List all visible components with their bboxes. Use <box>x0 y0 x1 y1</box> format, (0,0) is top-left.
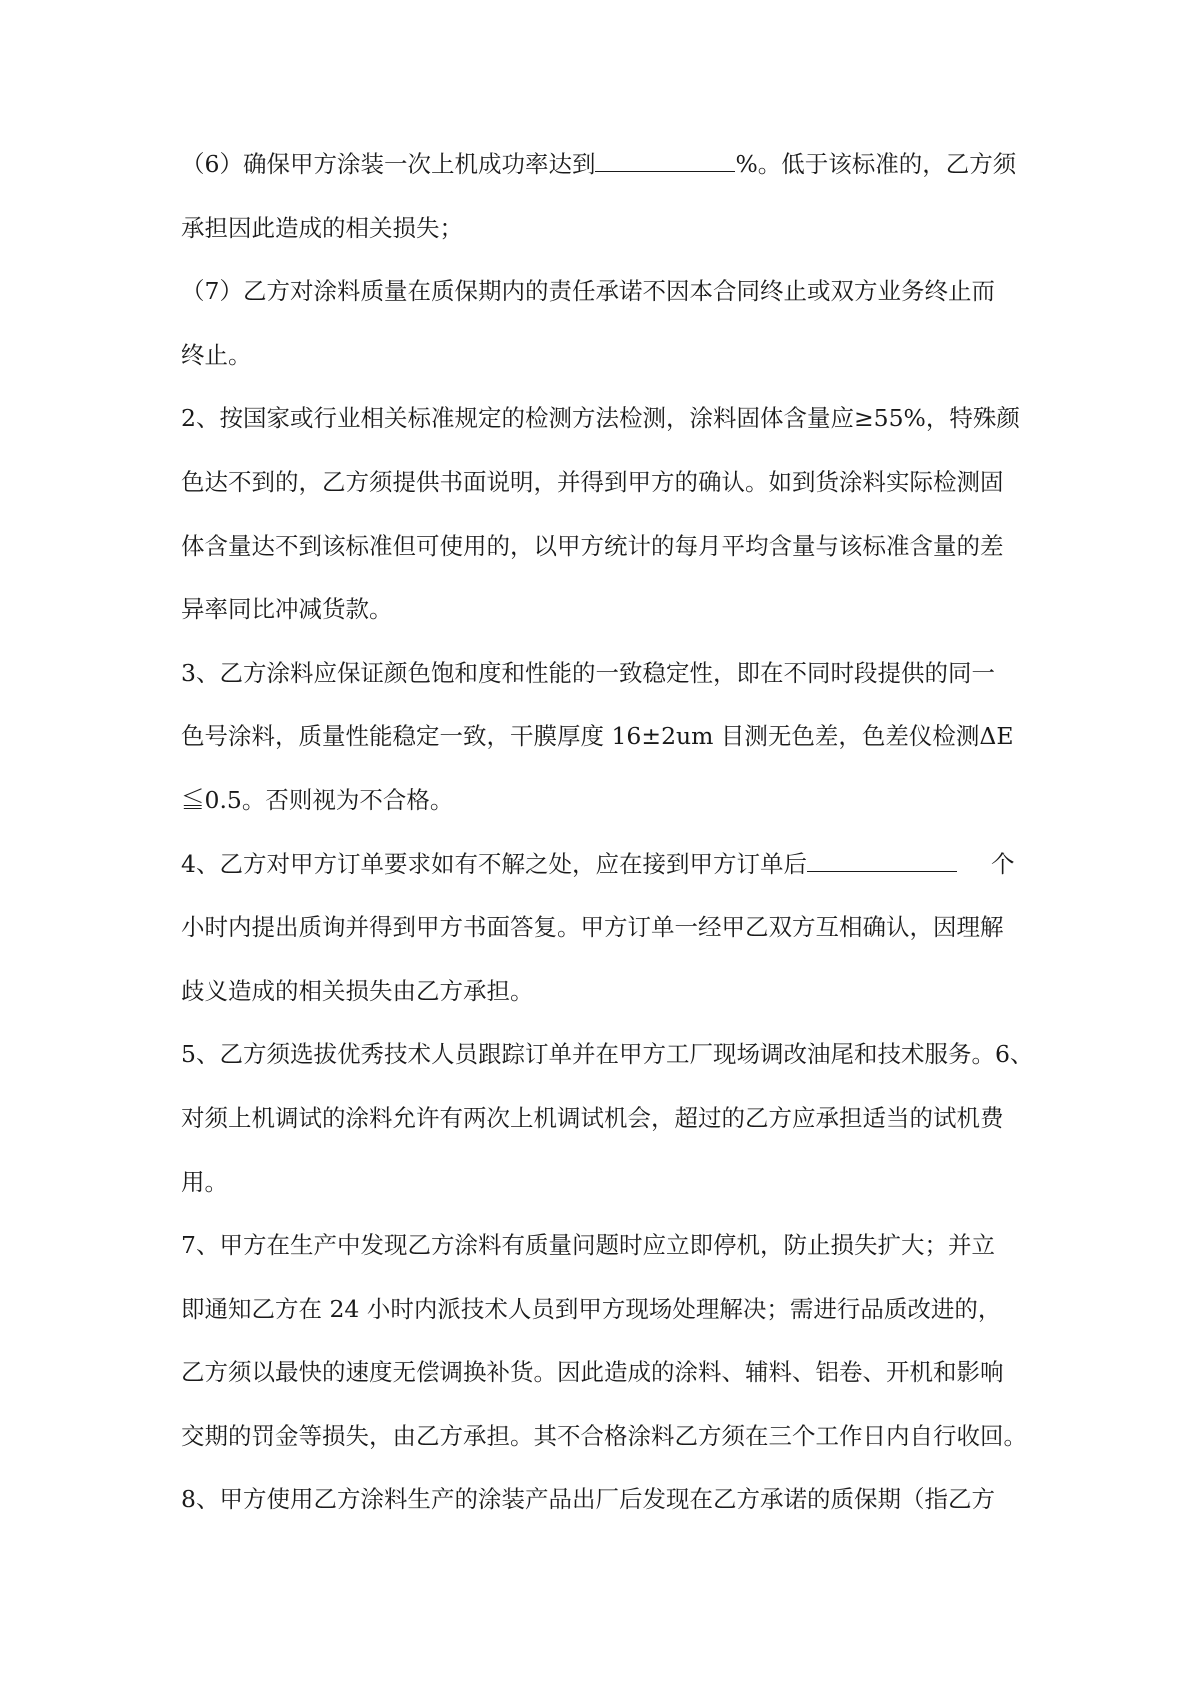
text-line: 小时内提出质询并得到甲方书面答复。甲方订单一经甲乙双方互相确认，因理解 <box>181 913 1004 942</box>
text-line: 终止。 <box>181 340 252 369</box>
text-segment: 4、乙方对甲方订单要求如有不解之处，应在接到甲方订单后 <box>181 849 807 878</box>
text-line: 色达不到的，乙方须提供书面说明，并得到甲方的确认。如到货涂料实际检测固 <box>181 467 1004 496</box>
text-line: 即通知乙方在 24 小时内派技术人员到甲方现场处理解决；需进行品质改进的， <box>181 1294 1002 1323</box>
text-line: 5、乙方须选拔优秀技术人员跟踪订单并在甲方工厂现场调改油尾和技术服务。6、 <box>181 1040 1034 1069</box>
fill-in-blank <box>807 849 957 872</box>
text-line: 7、甲方在生产中发现乙方涂料有质量问题时应立即停机，防止损失扩大；并立 <box>181 1231 995 1260</box>
fill-in-blank <box>595 149 735 172</box>
text-segment: %。低于该标准的，乙方须 <box>735 150 1017 178</box>
text-line: 乙方须以最快的速度无偿调换补货。因此造成的涂料、辅料、铝卷、开机和影响 <box>181 1358 1004 1387</box>
text-segment: 个 <box>990 849 1015 878</box>
text-line: ≦0.5。否则视为不合格。 <box>181 785 454 814</box>
text-line: 对须上机调试的涂料允许有两次上机调试机会，超过的乙方应承担适当的试机费 <box>181 1103 1004 1132</box>
text-line: 体含量达不到该标准但可使用的，以甲方统计的每月平均含量与该标准含量的差 <box>181 531 1004 560</box>
text-line: 承担因此造成的相关损失； <box>181 213 463 242</box>
text-line: 歧义造成的相关损失由乙方承担。 <box>181 976 534 1005</box>
contract-text <box>181 146 1034 1545</box>
text-line: 交期的罚金等损失，由乙方承担。其不合格涂料乙方须在三个工作日内自行收回。 <box>181 1421 1027 1450</box>
text-line: 2、按国家或行业相关标准规定的检测方法检测，涂料固体含量应≥55%，特殊颜 <box>181 404 1020 433</box>
text-line: 3、乙方涂料应保证颜色饱和度和性能的一致稳定性，即在不同时段提供的同一 <box>181 658 995 687</box>
text-line: （7）乙方对涂料质量在质保期内的责任承诺不因本合同终止或双方业务终止而 <box>181 277 995 306</box>
text-line: 8、甲方使用乙方涂料生产的涂装产品出厂后发现在乙方承诺的质保期（指乙方 <box>181 1485 995 1514</box>
text-segment: （6）确保甲方涂装一次上机成功率达到 <box>181 150 596 178</box>
text-line: 用。 <box>181 1167 228 1196</box>
text-line <box>181 146 1031 210</box>
text-line <box>181 846 1031 910</box>
text-line: 异率同比冲减货款。 <box>181 595 393 624</box>
text-line: 色号涂料，质量性能稳定一致，干膜厚度 16±2um 目测无色差，色差仪检测ΔE <box>181 722 1014 751</box>
